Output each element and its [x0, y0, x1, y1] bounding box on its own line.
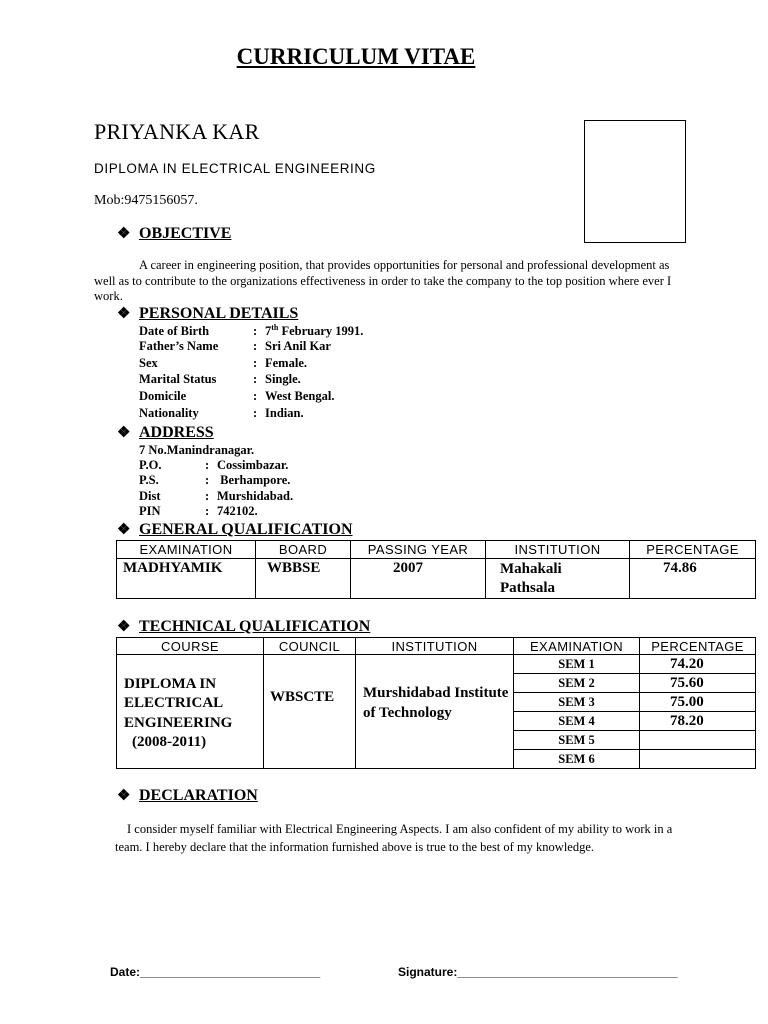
candidate-name: PRIYANKA KAR [94, 119, 260, 144]
diamond-bullet-icon: ❖ [117, 425, 131, 441]
table-row [117, 655, 756, 674]
column-header: EXAMINATION [117, 541, 256, 559]
dist-label: Dist [139, 489, 161, 503]
personal-row-father [139, 339, 331, 354]
column-header: COUNCIL [264, 638, 356, 655]
personal-row-marital [139, 372, 301, 387]
table-header-row [117, 638, 756, 655]
father-value: Sri Anil Kar [265, 339, 331, 353]
institution-cell: Mahakali Pathsala [486, 559, 630, 599]
photo-placeholder [584, 120, 686, 243]
declaration-heading-text: DECLARATION [139, 787, 258, 804]
colon: : [253, 372, 258, 386]
sem-percentage-cell [640, 750, 756, 769]
general-qualification-table [116, 540, 756, 599]
general-qualification-heading [117, 520, 353, 539]
date-signature-line: Date:___________________________ [110, 965, 321, 979]
personal-details-heading-text: PERSONAL DETAILS [139, 305, 299, 322]
address-row-po [139, 458, 288, 473]
dist-value: Murshidabad. [217, 489, 294, 503]
percentage-cell: 74.86 [630, 559, 756, 599]
colon: : [253, 406, 258, 420]
sem-percentage-cell: 78.20 [640, 712, 756, 731]
marital-value: Single. [265, 372, 301, 386]
colon: : [205, 458, 210, 472]
document-title: CURRICULUM VITAE [236, 44, 476, 69]
column-header: PERCENTAGE [630, 541, 756, 559]
diamond-bullet-icon: ❖ [117, 522, 131, 538]
council-cell: WBSCTE [264, 655, 356, 769]
technical-qualification-heading [117, 617, 370, 636]
pin-label: PIN [139, 504, 161, 518]
course-years: (2008-2011) [132, 734, 207, 750]
address-heading-text: ADDRESS [139, 424, 214, 441]
signature-line: Signature:_________________________________ [398, 965, 678, 979]
column-header: PERCENTAGE [640, 638, 756, 655]
personal-row-domicile [139, 389, 334, 404]
sem-exam-cell: SEM 2 [514, 674, 640, 693]
address-heading [117, 423, 214, 442]
personal-row-dob [139, 323, 363, 339]
examination-cell: MADHYAMIK [117, 559, 256, 599]
diamond-bullet-icon: ❖ [117, 226, 131, 242]
declaration-heading [117, 786, 258, 805]
declaration-text: I consider myself familiar with Electrical Engineering Aspects. I am also confident of my ability to work in a team. I hereby declare that the information furnished above is true to the best of my knowledge. [115, 822, 673, 854]
technical-qualification-heading-text: TECHNICAL QUALIFICATION [139, 618, 371, 635]
dob-label: Date of Birth [139, 324, 210, 339]
domicile-label: Domicile [139, 389, 187, 403]
sex-value: Female. [265, 356, 307, 370]
course-cell [117, 655, 264, 769]
sem-exam-cell: SEM 6 [514, 750, 640, 769]
ps-value: Berhampore. [217, 473, 291, 487]
domicile-value: West Bengal. [265, 389, 335, 403]
colon: : [253, 356, 258, 370]
father-label: Father’s Name [139, 339, 219, 353]
year-cell: 2007 [351, 559, 486, 599]
column-header: PASSING YEAR [351, 541, 486, 559]
objective-heading-text: OBJECTIVE [139, 225, 232, 242]
diamond-bullet-icon: ❖ [117, 619, 131, 635]
personal-row-nationality [139, 406, 304, 421]
po-value: Cossimbazar. [217, 458, 289, 472]
ps-label: P.S. [139, 473, 159, 487]
sem-percentage-cell: 75.00 [640, 693, 756, 712]
sem-percentage-cell: 74.20 [640, 655, 756, 674]
dob-value: 7th February 1991. [265, 323, 364, 339]
po-label: P.O. [139, 458, 162, 472]
objective-text: A career in engineering position, that provides opportunities for personal and professional development as well as to contribute to the organizations effectiveness in order to take the company to the top position where ever I work. [94, 258, 672, 304]
diamond-bullet-icon: ❖ [117, 306, 131, 322]
colon: : [205, 489, 210, 503]
personal-details-heading [117, 304, 461, 323]
personal-row-sex [139, 356, 307, 371]
nationality-label: Nationality [139, 406, 199, 420]
column-header: EXAMINATION [514, 638, 640, 655]
diamond-bullet-icon: ❖ [117, 788, 131, 804]
board-cell: WBBSE [256, 559, 351, 599]
marital-label: Marital Status [139, 372, 217, 386]
address-line-1: 7 No.Manindranagar. [139, 443, 255, 457]
address-row-dist [139, 489, 293, 504]
general-qualification-heading-text: GENERAL QUALIFICATION [139, 521, 353, 538]
colon: : [253, 339, 258, 353]
mobile-number: Mob:9475156057. [94, 193, 198, 208]
colon: : [253, 324, 258, 339]
nationality-value: Indian. [265, 406, 304, 420]
column-header: BOARD [256, 541, 351, 559]
colon: : [253, 389, 258, 403]
column-header: INSTITUTION [486, 541, 630, 559]
sem-percentage-cell [640, 731, 756, 750]
technical-qualification-table [116, 637, 756, 769]
sem-exam-cell: SEM 5 [514, 731, 640, 750]
address-row-ps [139, 473, 290, 488]
column-header: COURSE [117, 638, 264, 655]
sem-exam-cell: SEM 1 [514, 655, 640, 674]
table-row [117, 559, 756, 599]
institution-cell: Murshidabad Institute of Technology [356, 655, 514, 769]
sem-percentage-cell: 75.60 [640, 674, 756, 693]
colon: : [205, 504, 210, 518]
qualification-line: DIPLOMA IN ELECTRICAL ENGINEERING [94, 161, 376, 176]
table-header-row [117, 541, 756, 559]
sex-label: Sex [139, 356, 158, 370]
pin-value: 742102. [217, 504, 258, 518]
address-row-pin [139, 504, 258, 519]
sem-exam-cell: SEM 4 [514, 712, 640, 731]
objective-heading [117, 224, 231, 243]
course-name: DIPLOMA IN ELECTRICAL ENGINEERING [124, 675, 233, 731]
column-header: INSTITUTION [356, 638, 514, 655]
sem-exam-cell: SEM 3 [514, 693, 640, 712]
colon: : [205, 473, 210, 487]
